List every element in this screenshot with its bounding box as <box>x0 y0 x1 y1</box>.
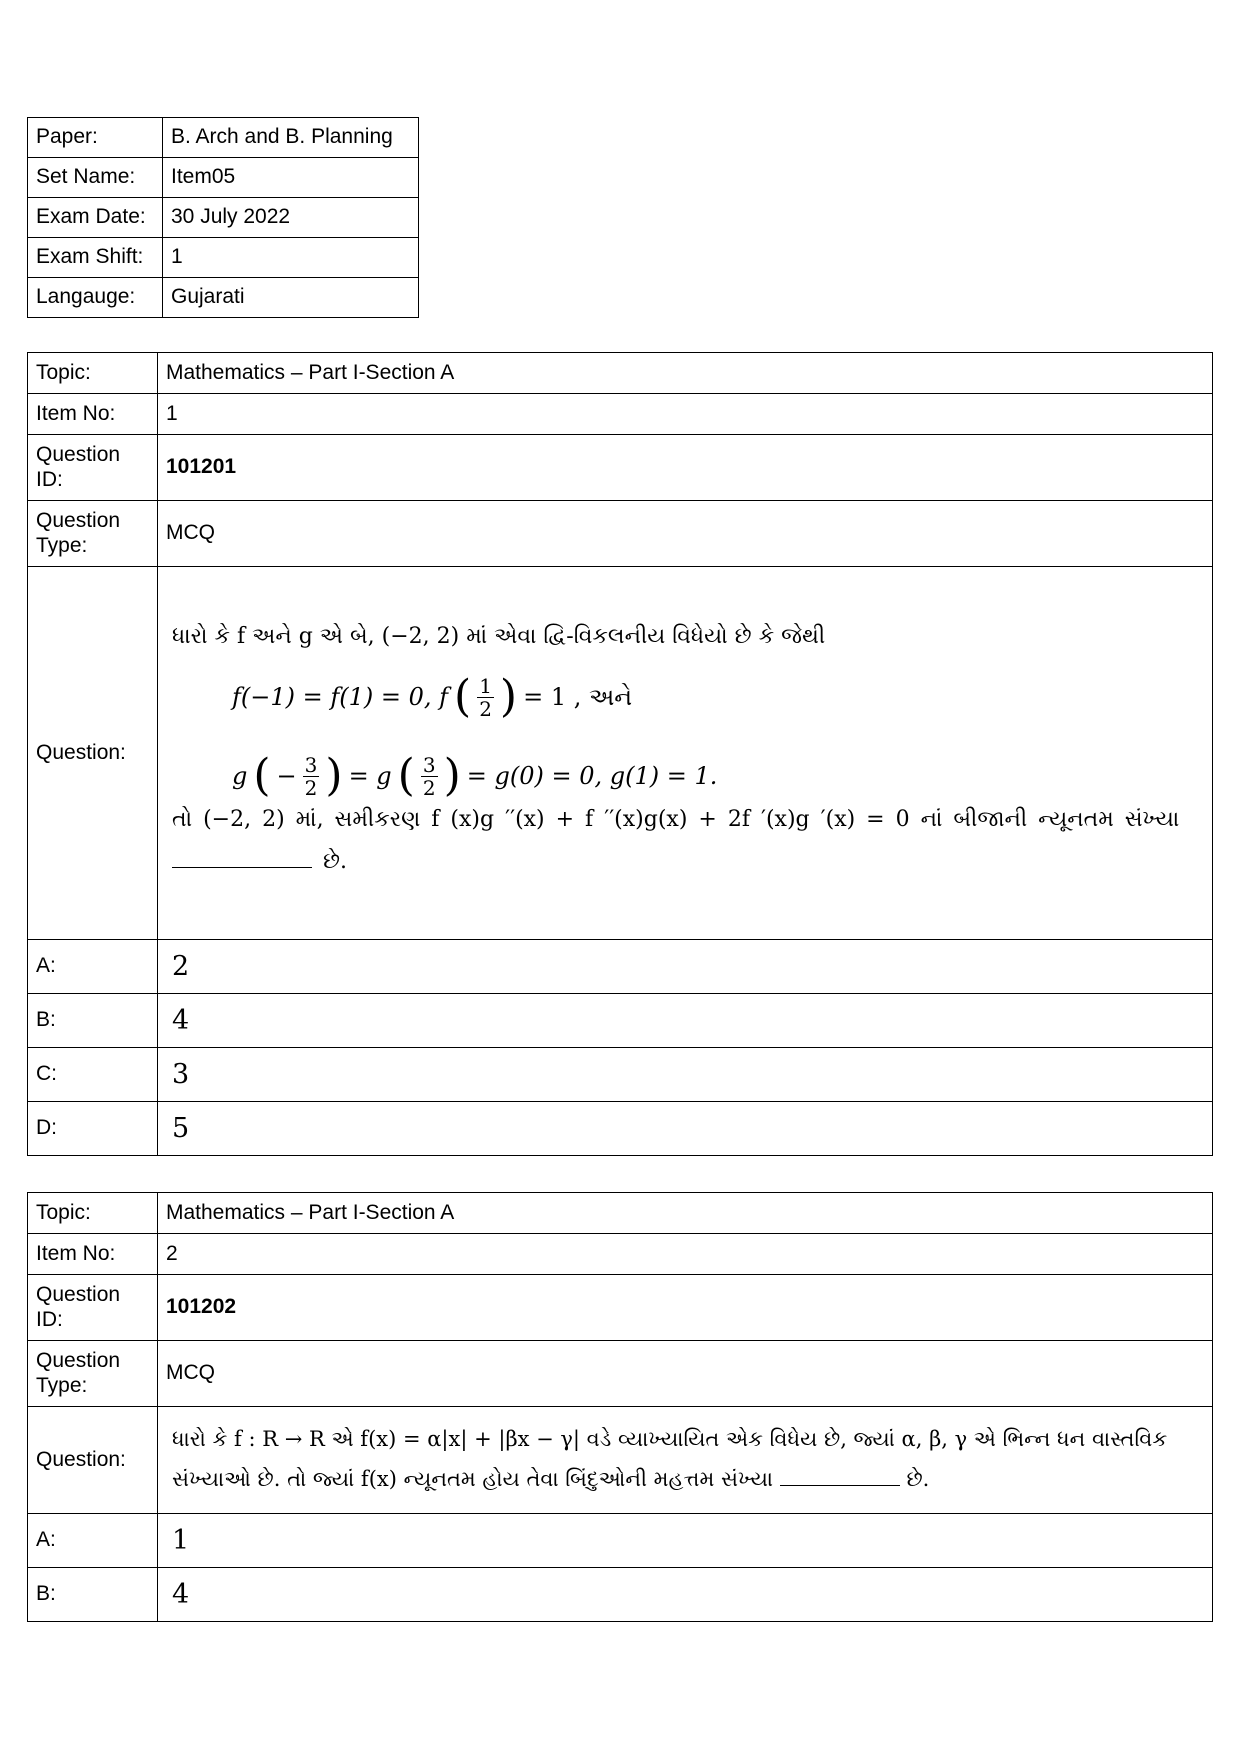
option-b-label: B: <box>28 1568 158 1622</box>
meta-value: Gujarati <box>163 278 419 318</box>
option-a-value: 1 <box>158 1514 1213 1568</box>
meta-row-language <box>28 278 419 318</box>
question-table-2 <box>27 1192 1213 1622</box>
option-a-row <box>28 1514 1213 1568</box>
question-line-final <box>172 799 1198 883</box>
paren-close: ) <box>443 750 461 802</box>
question-row <box>28 567 1213 940</box>
option-c-value: 3 <box>158 1048 1213 1102</box>
fraction-three-halves-neg <box>303 754 320 799</box>
option-c-label: C: <box>28 1048 158 1102</box>
final-text-end: છે. <box>323 848 347 874</box>
meta-value: 30 July 2022 <box>163 198 419 238</box>
question-type-row <box>28 1341 1213 1407</box>
exam-meta-table <box>27 117 419 318</box>
topic-row <box>28 1193 1213 1234</box>
question-id-value: 101201 <box>158 435 1213 501</box>
option-b-row <box>28 994 1213 1048</box>
question-text <box>158 1407 1213 1514</box>
question-type-value: MCQ <box>158 501 1213 567</box>
item-no-row <box>28 1234 1213 1275</box>
question-id-row <box>28 435 1213 501</box>
question-row <box>28 1407 1213 1514</box>
meta-label: Paper: <box>28 118 163 158</box>
option-b-row <box>28 1568 1213 1622</box>
option-b-label: B: <box>28 994 158 1048</box>
question-line-1: ધારો કે f અને g એ બે, (−2, 2) માં એવા દ્વિ-વિકલનીય વિધેયો છે કે જેથી <box>172 623 826 649</box>
meta-label: Set Name: <box>28 158 163 198</box>
equation-2 <box>232 750 1198 802</box>
question-text <box>158 567 1213 940</box>
question-line-1: ધારો કે f : R → R એ f(x) = α|x| + |βx − γ| વડે વ્યાખ્યાયિત એક વિધેય છે, જ્યાં α, β, γ એ ભિન્ન ધન વાસ્તવિક <box>172 1427 1168 1452</box>
option-d-label: D: <box>28 1102 158 1156</box>
meta-row-paper <box>28 118 419 158</box>
item-no-label: Item No: <box>28 1234 158 1275</box>
eq2-end: = g(0) = 0, g(1) = 1. <box>466 761 718 790</box>
item-no-value: 2 <box>158 1234 1213 1275</box>
meta-value: 1 <box>163 238 419 278</box>
topic-label: Topic: <box>28 353 158 394</box>
item-no-value: 1 <box>158 394 1213 435</box>
topic-value: Mathematics – Part I-Section A <box>158 1193 1213 1234</box>
meta-label: Exam Date: <box>28 198 163 238</box>
option-d-row <box>28 1102 1213 1156</box>
frac-num: 1 <box>479 673 492 698</box>
option-a-label: A: <box>28 1514 158 1568</box>
frac-den: 2 <box>304 775 318 800</box>
meta-value: Item05 <box>163 158 419 198</box>
option-c-row <box>28 1048 1213 1102</box>
question-table-1 <box>27 352 1213 1156</box>
frac-den: 2 <box>479 696 492 721</box>
option-b-value: 4 <box>158 1568 1213 1622</box>
frac-den: 2 <box>422 775 436 800</box>
meta-value: B. Arch and B. Planning <box>163 118 419 158</box>
option-a-value: 2 <box>158 940 1213 994</box>
question-type-value: MCQ <box>158 1341 1213 1407</box>
frac-num: 3 <box>304 752 318 777</box>
question-id-row <box>28 1275 1213 1341</box>
eq2-sign: − <box>276 761 297 790</box>
final-text: તો (−2, 2) માં, સમીકરણ f (x)g ′′(x) + f ′′(x)g(x) + 2f ′(x)g ′(x) = 0 નાં બીજાની ન્યૂનતમ સંખ્યા <box>172 806 1180 832</box>
question-line-2 <box>172 1460 1198 1500</box>
option-a-row <box>28 940 1213 994</box>
option-b-value: 4 <box>158 994 1213 1048</box>
topic-value: Mathematics – Part I-Section A <box>158 353 1213 394</box>
fraction-three-halves <box>421 754 438 799</box>
meta-row-exam-shift <box>28 238 419 278</box>
question-id-label: Question ID: <box>28 1275 158 1341</box>
paren-close: ) <box>499 671 518 723</box>
paren-open: ( <box>253 750 271 802</box>
topic-label: Topic: <box>28 1193 158 1234</box>
fraction-half <box>477 675 494 720</box>
equation-1 <box>232 671 1198 723</box>
eq1-end: = 1 , અને <box>523 682 633 711</box>
topic-row <box>28 353 1213 394</box>
question-label: Question: <box>28 1407 158 1514</box>
option-a-label: A: <box>28 940 158 994</box>
paren-open: ( <box>397 750 415 802</box>
question-type-row <box>28 501 1213 567</box>
meta-label: Langauge: <box>28 278 163 318</box>
question-id-label: Question ID: <box>28 435 158 501</box>
eq1-start: f(−1) = f(1) = 0, f <box>232 682 449 711</box>
question-label: Question: <box>28 567 158 940</box>
question-id-value: 101202 <box>158 1275 1213 1341</box>
frac-num: 3 <box>422 752 436 777</box>
question-type-label: Question Type: <box>28 1341 158 1407</box>
paren-open: ( <box>454 671 472 723</box>
item-no-label: Item No: <box>28 394 158 435</box>
question-type-label: Question Type: <box>28 501 158 567</box>
line2-text: સંખ્યાઓ છે. તો જ્યાં f(x) ન્યૂનતમ હોય તેવા બિંદુઓની મહત્તમ સંખ્યા <box>172 1467 774 1491</box>
option-d-value: 5 <box>158 1102 1213 1156</box>
meta-row-set-name <box>28 158 419 198</box>
line2-end: છે. <box>906 1467 930 1491</box>
answer-blank <box>780 1465 900 1486</box>
meta-row-exam-date <box>28 198 419 238</box>
eq2-g: g <box>232 761 248 790</box>
item-no-row <box>28 394 1213 435</box>
meta-label: Exam Shift: <box>28 238 163 278</box>
answer-blank <box>172 847 312 868</box>
eq2-mid: = g <box>348 761 392 790</box>
paren-close: ) <box>325 750 343 802</box>
